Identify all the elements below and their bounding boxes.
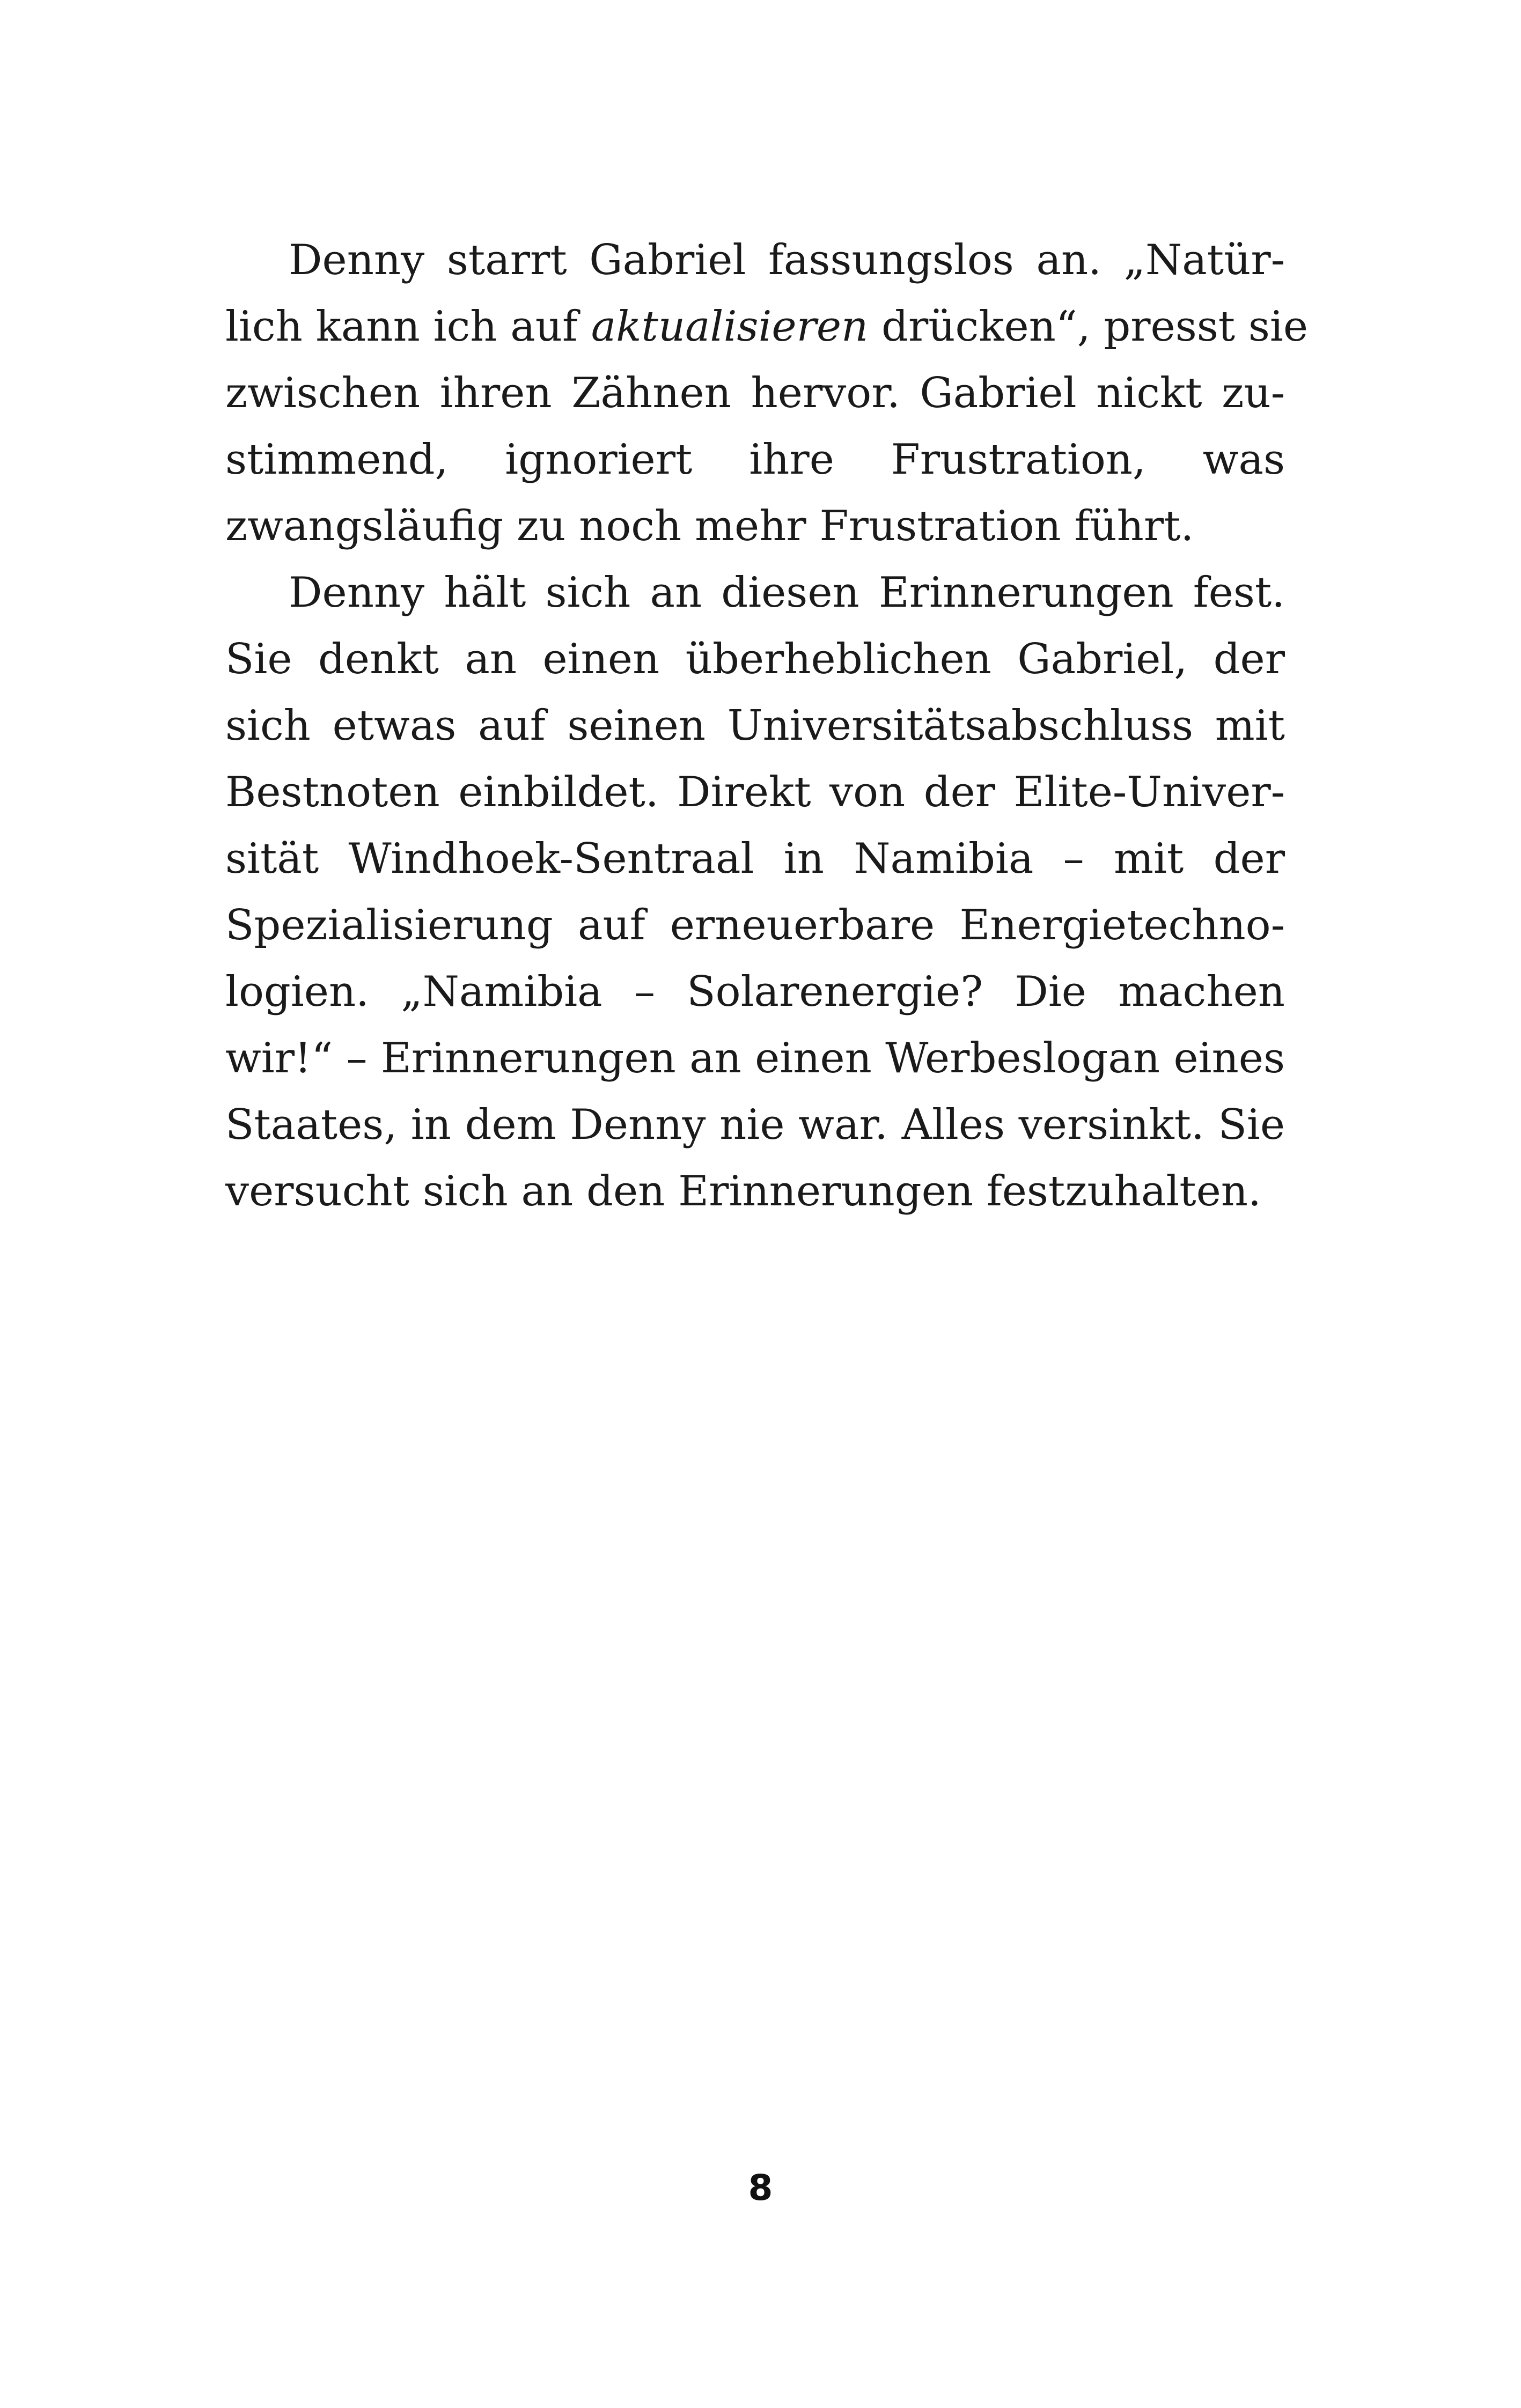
text-line: stimmend, ignoriert ihre Frustration, was bbox=[225, 436, 1285, 484]
text-line: logien. „Namibia – Solarenergie? Die machen bbox=[225, 968, 1285, 1016]
text-line: Bestnoten einbildet. Direkt von der Elite-Univer- bbox=[225, 768, 1285, 816]
page-number: 8 bbox=[748, 2167, 773, 2208]
body-text bbox=[225, 227, 1309, 1225]
text-segment: drücken“, presst sie bbox=[868, 303, 1309, 351]
text-line: zwischen ihren Zähnen hervor. Gabriel nickt zu- bbox=[225, 369, 1285, 417]
text-line: zwangsläufig zu noch mehr Frustration führt. bbox=[225, 502, 1194, 550]
text-line: Denny starrt Gabriel fassungslos an. „Natür- bbox=[289, 236, 1285, 284]
text-line-with-italic bbox=[225, 293, 1309, 360]
text-line: Denny hält sich an diesen Erinnerungen fest. bbox=[289, 569, 1285, 617]
text-segment: lich kann ich auf bbox=[225, 303, 591, 351]
text-line: wir!“ – Erinnerungen an einen Werbeslogan eines bbox=[225, 1034, 1285, 1083]
text-line: Spezialisierung auf erneuerbare Energietechno- bbox=[225, 901, 1285, 949]
text-line: versucht sich an den Erinnerungen festzuhalten. bbox=[225, 1167, 1261, 1216]
text-line: Staates, in dem Denny nie war. Alles versinkt. Sie bbox=[225, 1101, 1285, 1149]
text-line: Sie denkt an einen überheblichen Gabriel, der bbox=[225, 635, 1285, 683]
text-line: sität Windhoek-Sentraal in Namibia – mit der bbox=[225, 835, 1285, 883]
text-line: sich etwas auf seinen Universitätsabschluss mit bbox=[225, 702, 1285, 750]
italic-word: aktualisieren bbox=[591, 303, 869, 351]
